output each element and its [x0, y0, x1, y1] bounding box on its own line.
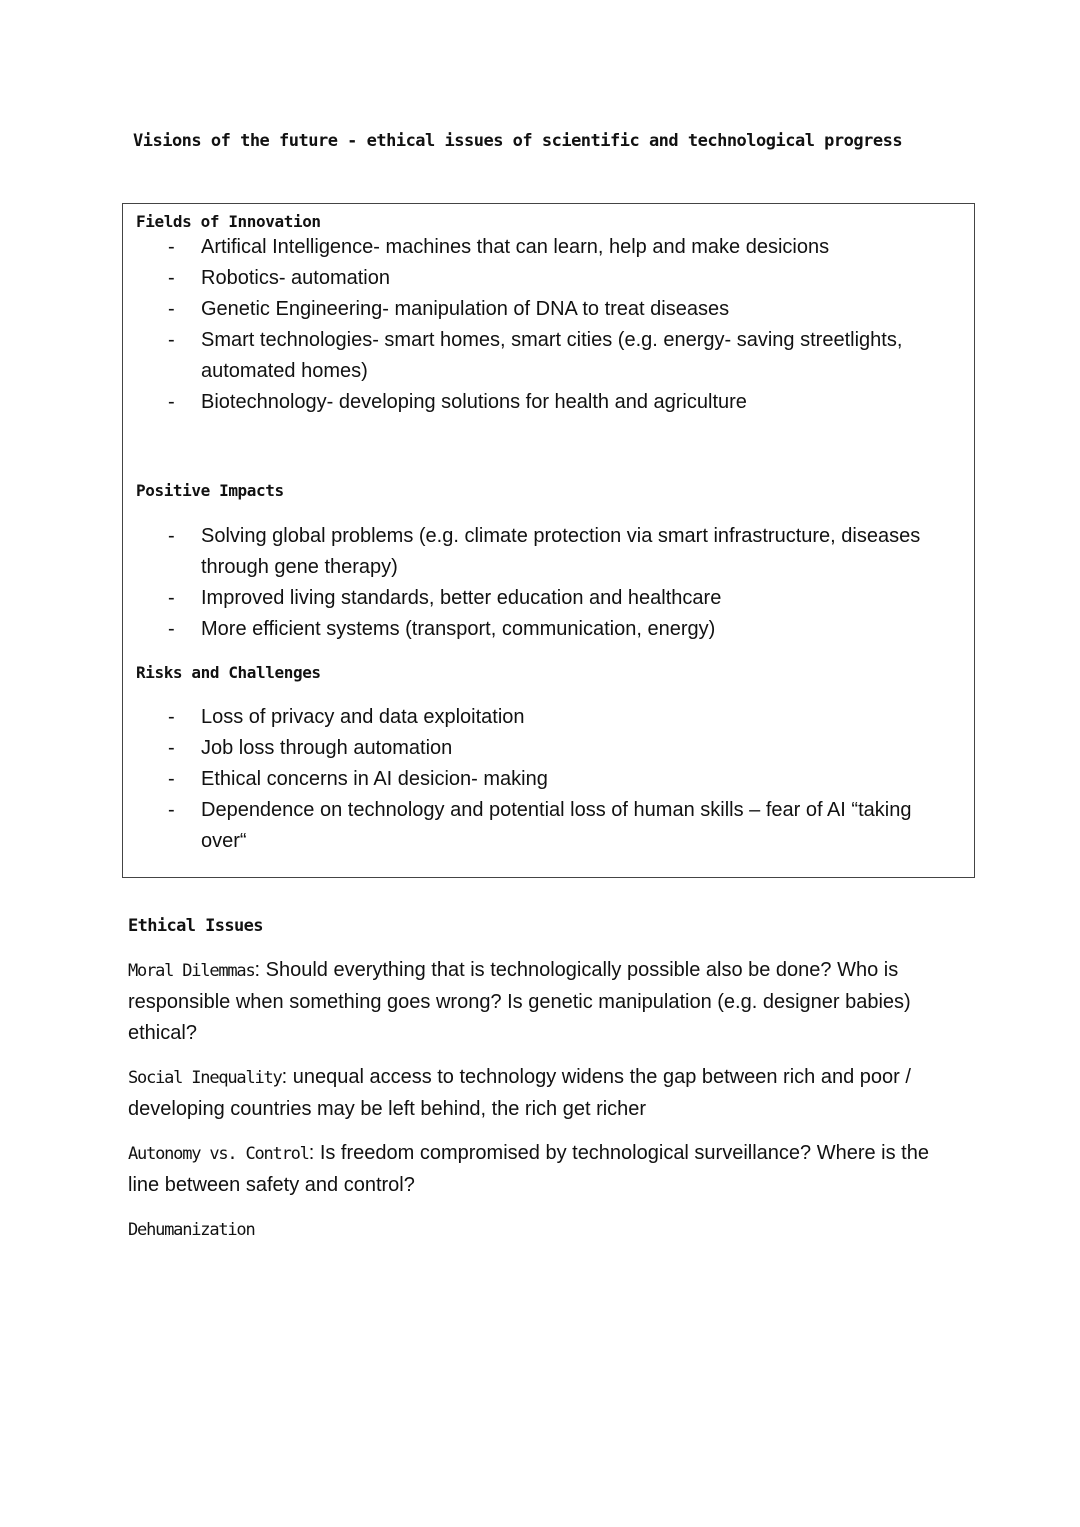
fields-list: [0, 232, 1080, 418]
bullet-dash: -: [168, 236, 175, 258]
bullet-dash: -: [168, 706, 175, 728]
list-item: - Biotechnology- developing solutions for health and agriculture: [0, 387, 1080, 418]
bullet-dash: -: [168, 737, 175, 759]
ethical-heading: Ethical Issues: [128, 916, 263, 936]
moral-dilemmas-text: : Should everything that is technologically possible also be done? Who is responsible when something goes wrong? Is genetic manipulation (e.g. designer babies) ethical?: [128, 959, 911, 1044]
bullet-dash: -: [168, 391, 175, 413]
moral-dilemmas-paragraph: [128, 955, 958, 1049]
autonomy-text: : Is freedom compromised by technological surveillance? Where is the line between safety and control?: [128, 1142, 929, 1196]
positive-heading: Positive Impacts: [136, 481, 284, 500]
list-item: - Solving global problems (e.g. climate protection via smart infrastructure, diseases through gene therapy): [0, 521, 1080, 583]
bullet-dash: -: [168, 329, 175, 351]
autonomy-term: Autonomy vs. Control: [128, 1144, 309, 1164]
bullet-dash: -: [168, 587, 175, 609]
risks-heading: Risks and Challenges: [136, 663, 321, 682]
list-item: - Genetic Engineering- manipulation of DNA to treat diseases: [0, 294, 1080, 325]
list-item: - Job loss through automation: [0, 733, 1080, 764]
list-item: - Artifical Intelligence- machines that can learn, help and make desicions: [0, 232, 1080, 263]
list-item: - Dependence on technology and potential loss of human skills – fear of AI “taking over“: [0, 795, 1080, 857]
bullet-dash: -: [168, 298, 175, 320]
bullet-dash: -: [168, 768, 175, 790]
autonomy-paragraph: [128, 1138, 958, 1201]
moral-dilemmas-term: Moral Dilemmas: [128, 961, 255, 981]
dehumanization-paragraph: [128, 1214, 958, 1246]
fields-heading: Fields of Innovation: [136, 212, 321, 231]
bullet-dash: -: [168, 799, 175, 821]
page-title: Visions of the future - ethical issues of scientific and technological progress: [133, 131, 903, 151]
social-inequality-term: Social Inequality: [128, 1068, 282, 1088]
list-item: - More efficient systems (transport, communication, energy): [0, 614, 1080, 645]
list-item: - Robotics- automation: [0, 263, 1080, 294]
list-item: - Smart technologies- smart homes, smart cities (e.g. energy- saving streetlights, automated homes): [0, 325, 1080, 387]
risks-list: [0, 702, 1080, 857]
bullet-dash: -: [168, 267, 175, 289]
list-item: - Loss of privacy and data exploitation: [0, 702, 1080, 733]
bullet-dash: -: [168, 618, 175, 640]
list-item: - Improved living standards, better education and healthcare: [0, 583, 1080, 614]
bullet-dash: -: [168, 525, 175, 547]
list-item: - Ethical concerns in AI desicion- making: [0, 764, 1080, 795]
positive-list: [0, 521, 1080, 645]
social-inequality-paragraph: [128, 1062, 958, 1125]
dehumanization-term: Dehumanization: [128, 1220, 255, 1240]
social-inequality-text: : unequal access to technology widens the gap between rich and poor / developing countries may be left behind, the rich get richer: [128, 1066, 911, 1120]
